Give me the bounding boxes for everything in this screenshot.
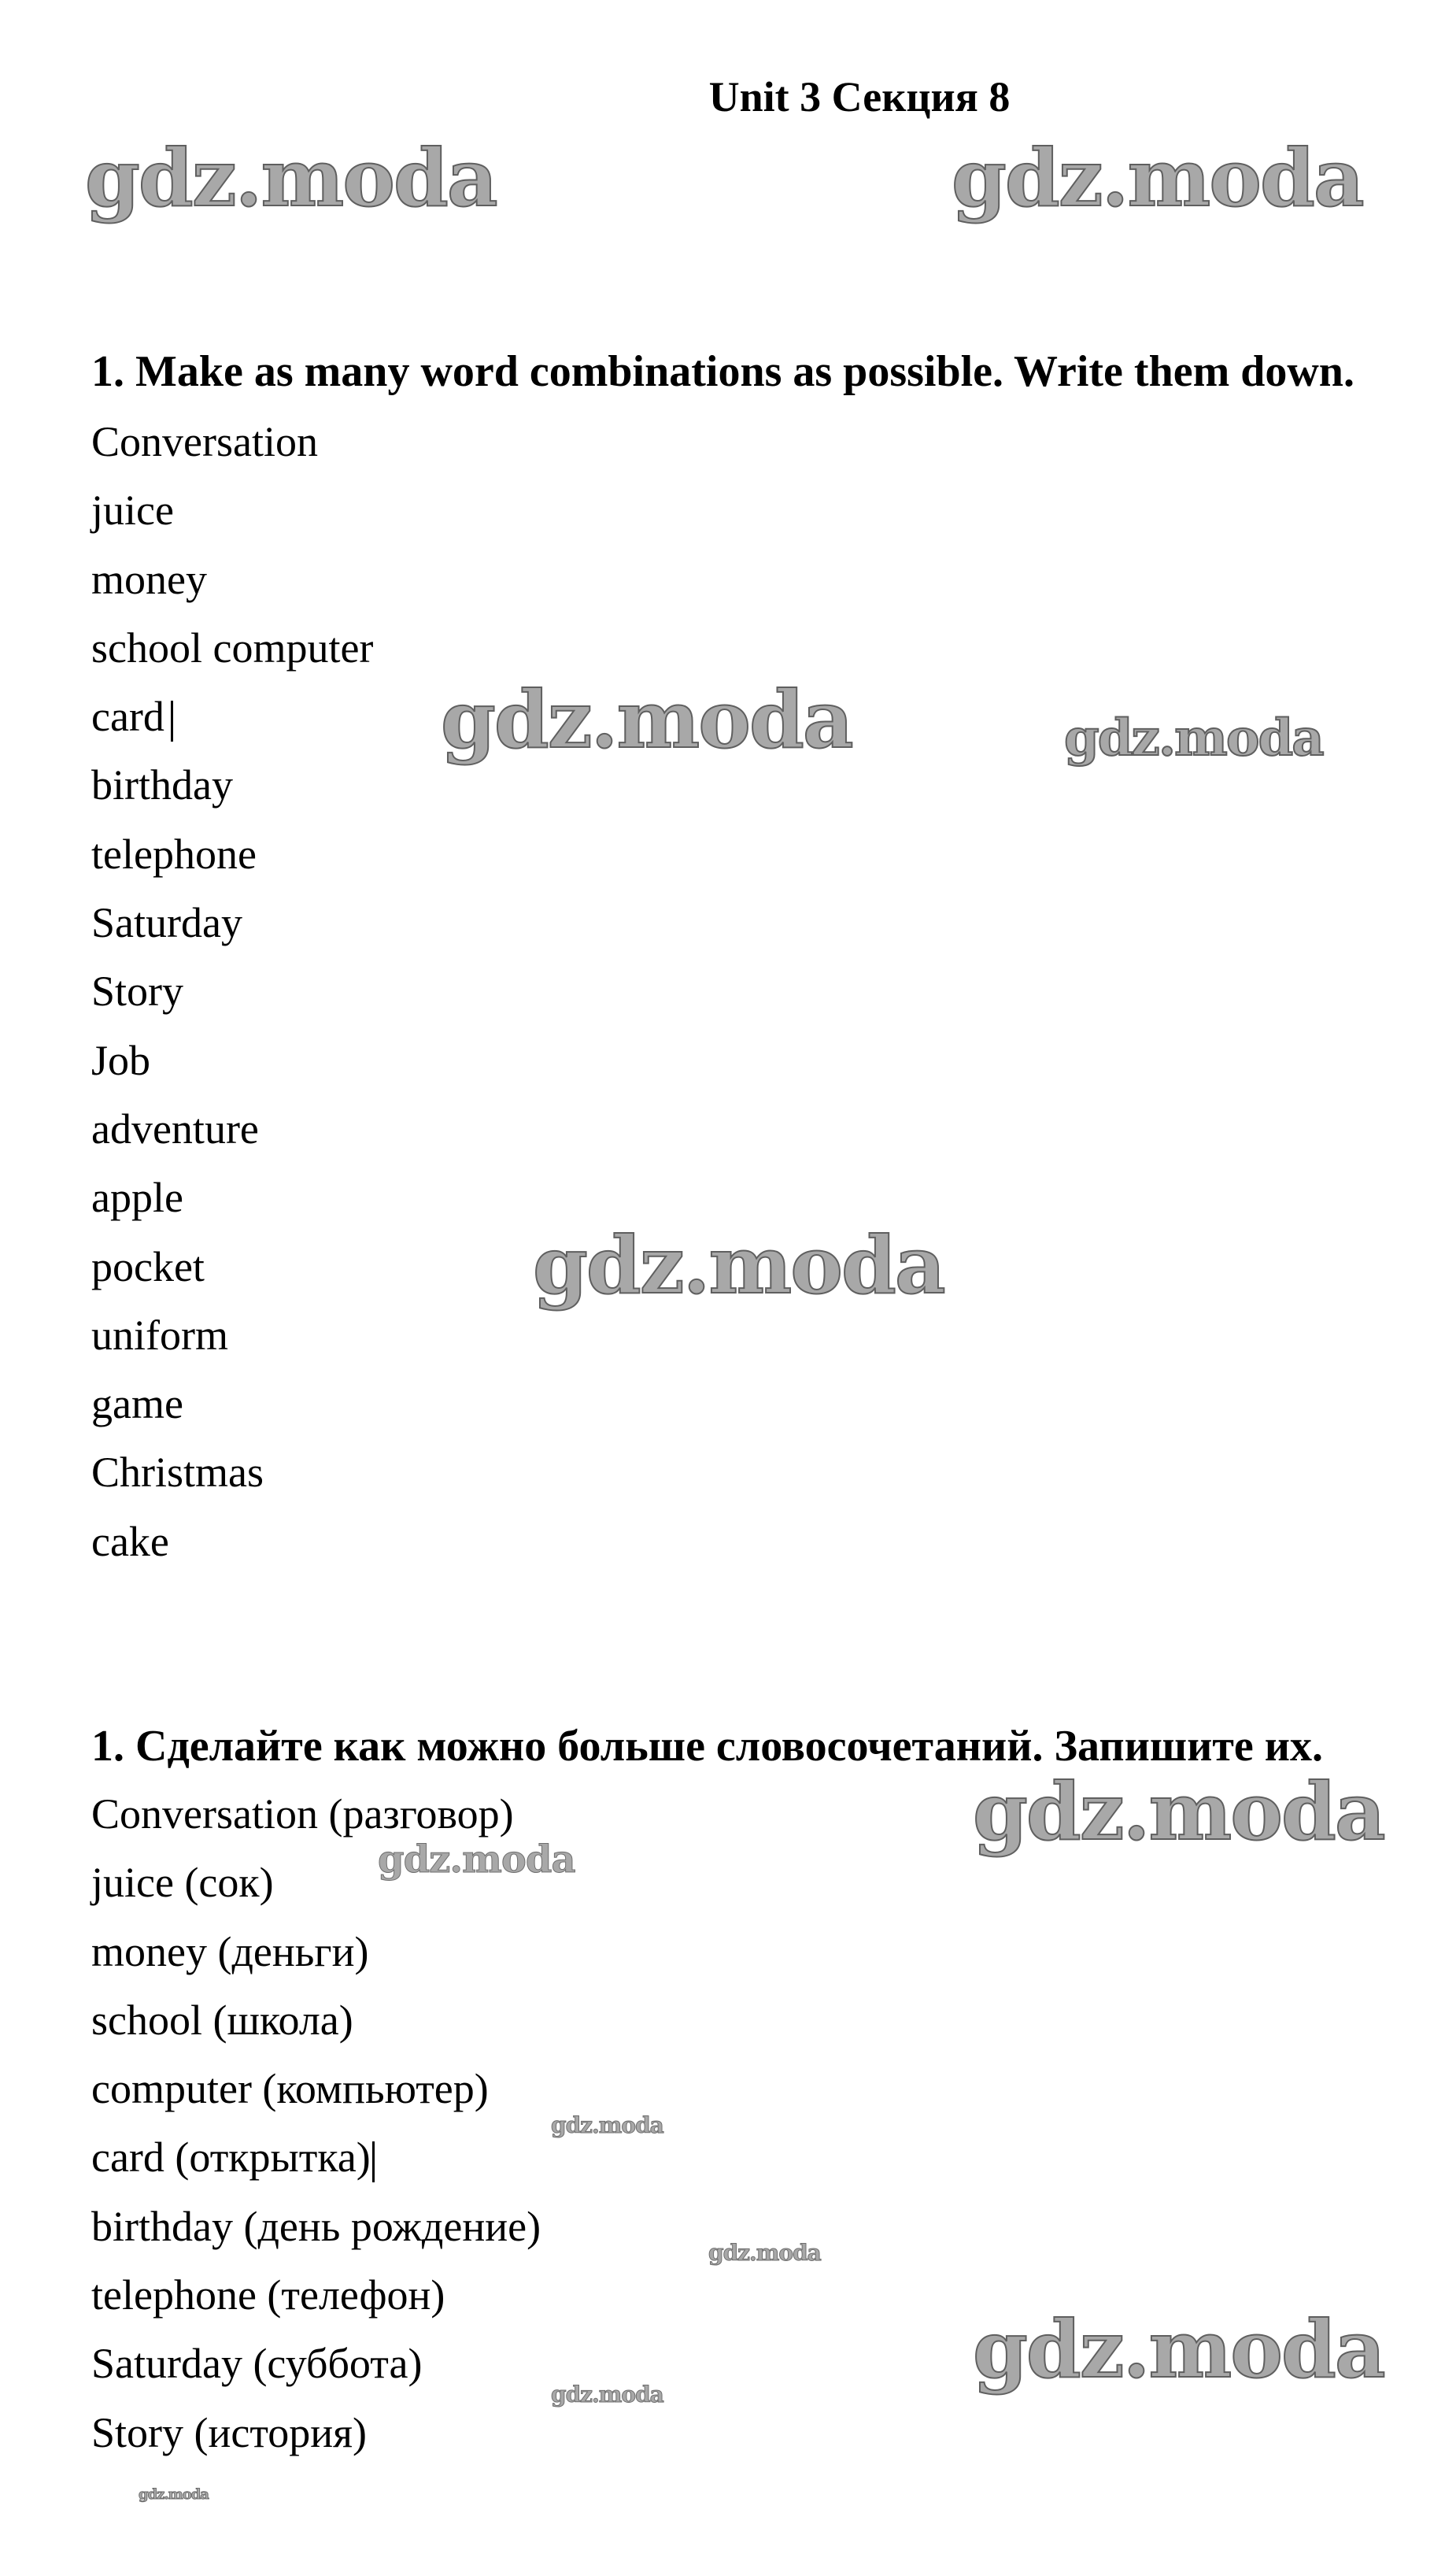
list-item: Conversation (разговор) bbox=[91, 1790, 514, 1838]
list-item: money (деньги) bbox=[91, 1927, 369, 1975]
watermark: gdz.moda bbox=[551, 2382, 663, 2408]
word-list-ru bbox=[91, 1780, 541, 2467]
list-item: Story bbox=[91, 968, 184, 1016]
list-item: Christmas bbox=[91, 1449, 264, 1497]
text-cursor bbox=[171, 701, 173, 742]
list-item bbox=[91, 2123, 375, 2192]
watermark: gdz.moda bbox=[1064, 709, 1323, 768]
page-title: Unit 3 Секция 8 bbox=[708, 73, 1011, 120]
list-item: Conversation bbox=[91, 418, 318, 465]
word-list-en bbox=[91, 408, 373, 1576]
list-item: cake bbox=[91, 1517, 169, 1565]
list-item: pocket bbox=[91, 1242, 205, 1290]
list-item-text: card (открытка) bbox=[91, 2134, 371, 2182]
list-item-text: card bbox=[91, 693, 164, 741]
exercise-heading-ru: 1. Сделайте как можно больше словосочетаний. Запишите их. bbox=[91, 1722, 1324, 1771]
list-item: game bbox=[91, 1380, 183, 1428]
text-cursor bbox=[372, 2141, 375, 2182]
list-item: Saturday bbox=[91, 899, 242, 947]
list-item: birthday bbox=[91, 761, 233, 809]
list-item: apple bbox=[91, 1174, 183, 1222]
list-item: uniform bbox=[91, 1311, 228, 1359]
list-item bbox=[91, 683, 173, 751]
watermark: gdz.moda bbox=[139, 2486, 209, 2503]
watermark: gdz.moda bbox=[973, 2303, 1384, 2396]
exercise-heading-en: 1. Make as many word combinations as possible. Write them down. bbox=[91, 347, 1354, 396]
list-item: telephone (телефон) bbox=[91, 2271, 445, 2319]
list-item: school (школа) bbox=[91, 1996, 353, 2044]
list-item: juice bbox=[91, 487, 174, 535]
list-item: juice (сок) bbox=[91, 1859, 274, 1907]
list-item: school computer bbox=[91, 624, 374, 672]
list-item: Saturday (суббота) bbox=[91, 2340, 423, 2388]
watermark: gdz.moda bbox=[551, 2112, 663, 2138]
watermark: gdz.moda bbox=[973, 1765, 1384, 1858]
watermark: gdz.moda bbox=[378, 1838, 575, 1882]
list-item: adventure bbox=[91, 1105, 259, 1153]
list-item: Story (история) bbox=[91, 2408, 367, 2456]
list-item: money bbox=[91, 555, 207, 603]
watermark: gdz.moda bbox=[441, 673, 852, 766]
watermark: gdz.moda bbox=[952, 131, 1363, 224]
list-item: Job bbox=[91, 1036, 151, 1084]
list-item: birthday (день рождение) bbox=[91, 2202, 541, 2250]
watermark: gdz.moda bbox=[85, 131, 497, 224]
list-item: telephone bbox=[91, 830, 257, 878]
watermark: gdz.moda bbox=[708, 2240, 821, 2266]
list-item: computer (компьютер) bbox=[91, 2065, 489, 2113]
watermark: gdz.moda bbox=[533, 1219, 944, 1312]
